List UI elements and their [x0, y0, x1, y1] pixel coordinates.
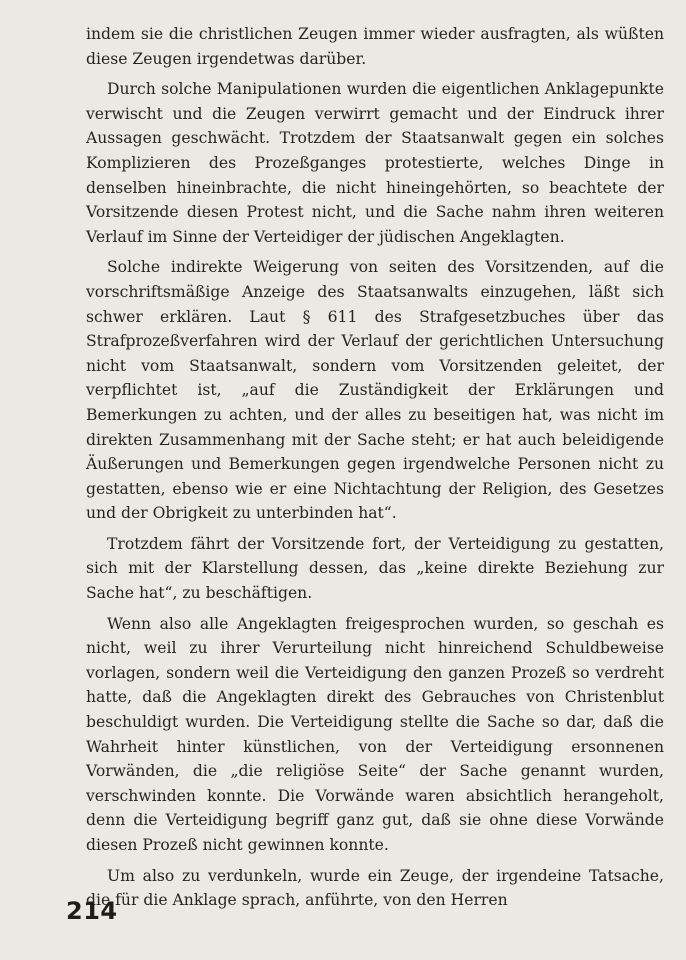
paragraph-3: Solche indirekte Weigerung von seiten des Vorsitzenden, auf die vorschriftsmäßige Anzeige des Staatsanwalts einzugehen, läßt sich schwer erklären. Laut § 611 des Strafgesetzbuches über das Strafprozeßverfahren wird der Verlauf der gerichtlichen Untersuchung nicht vom Staatsanwalt, sondern vom Vorsitzenden geleitet, der verpflichtet ist, „auf die Zuständigkeit der Erklärungen und Bemerkungen zu achten, und der alles zu beseitigen hat, was nicht im direkten Zusammenhang mit der Sache steht; er hat auch beleidigende Äußerungen und Bemerkungen gegen irgendwelche Personen nicht zu gestatten, ebenso wie er eine Nichtachtung der Religion, des Gesetzes und der Obrigkeit zu unterbinden hat“. [86, 258, 664, 523]
paragraph-2: Durch solche Manipulationen wurden die eigentlichen Anklagepunkte verwischt und die Zeugen verwirrt gemacht und der Eindruck ihrer Aussagen geschwächt. Trotzdem der Staatsanwalt gegen ein solches Komplizieren des Prozeßganges protestierte, welches Dinge in denselben hineinbrachte, die nicht hineingehörten, so beachtete der Vorsitzende diesen Protest nicht, und die Sache nahm ihren weiteren Verlauf im Sinne der Verteidiger der jüdischen Angeklagten. [86, 80, 664, 246]
paragraph-4: Trotzdem fährt der Vorsitzende fort, der Verteidigung zu gestatten, sich mit der Klarstellung dessen, das „keine direkte Beziehung zur Sache hat“, zu beschäftigen. [86, 534, 664, 603]
page-number: 214 [66, 897, 118, 925]
paragraph-5: Wenn also alle Angeklagten freigesprochen wurden, so geschah es nicht, weil zu ihrer Verurteilung nicht hinreichend Schuldbeweise vorlagen, sondern weil die Verteidigung den ganzen Prozeß so verdreht hatte, daß die Angeklagten direkt des Gebrauches von Christenblut beschuldigt wurden. Die Verteidigung stellte die Sache so dar, daß die Wahrheit hinter künstlichen, von der Verteidigung ersonnenen Vorwänden, die „die religiöse Seite“ der Sache genannt wurden, verschwinden konnte. Die Vorwände waren absichtlich herangeholt, denn die Verteidigung begriff ganz gut, daß sie ohne diese Vorwände diesen Prozeß nicht gewinnen konnte. [86, 614, 664, 854]
body-text [86, 22, 664, 913]
paragraph-1: indem sie die christlichen Zeugen immer wieder ausfragten, als wüßten diese Zeugen irgendetwas darüber. [86, 25, 664, 68]
paragraph-6: Um also zu verdunkeln, wurde ein Zeuge, der irgendeine Tatsache, die für die Anklage sprach, anführte, von den Herren [86, 866, 664, 910]
